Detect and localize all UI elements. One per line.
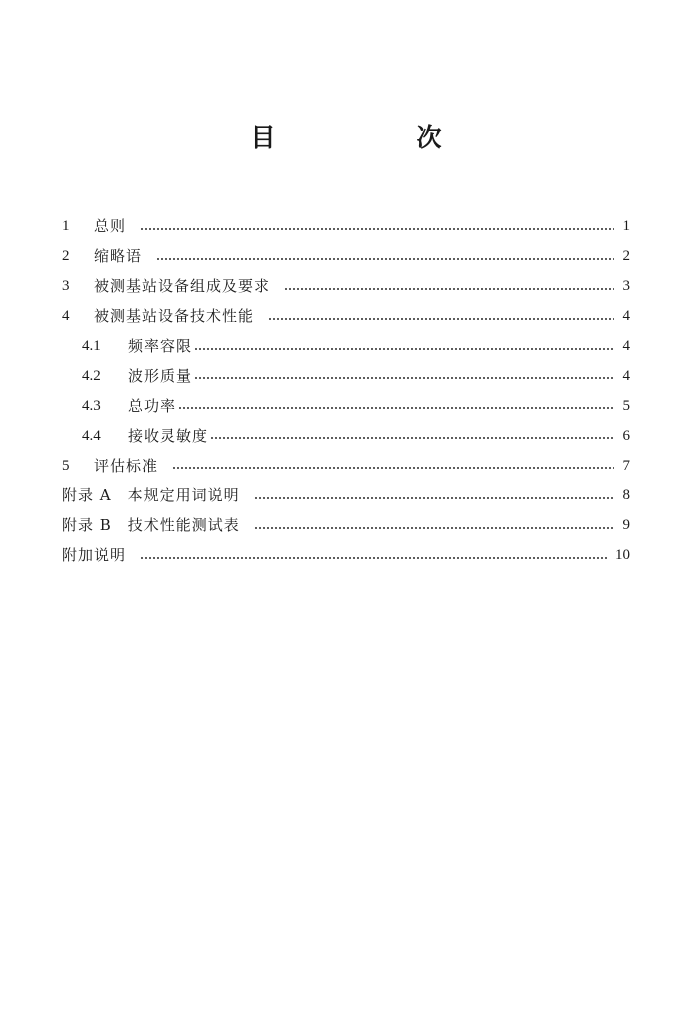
toc-entry-5[interactable] (62, 451, 630, 481)
dot-leader (178, 407, 614, 409)
toc-entry-number: 4.3 (82, 397, 101, 414)
toc-entry-label: 被测基站设备组成及要求 (94, 277, 271, 296)
toc-entry-label: 波形质量 (128, 366, 193, 385)
toc-entry-3[interactable] (62, 272, 630, 302)
toc-entry-number: 4.2 (82, 367, 101, 384)
toc-entry-4-3[interactable] (62, 391, 630, 421)
dot-leader (254, 527, 614, 529)
toc-entry-page: 2 (622, 248, 630, 265)
toc-entry-number: 4.4 (82, 427, 101, 444)
toc-entry-4[interactable] (62, 302, 630, 332)
toc-entry-page: 3 (622, 278, 630, 295)
toc-entry-1[interactable] (62, 212, 630, 242)
toc-entry-appendix-b[interactable] (62, 511, 630, 541)
toc-entry-4-1[interactable] (62, 332, 630, 362)
table-of-contents (62, 212, 630, 571)
toc-entry-page: 4 (622, 367, 630, 384)
dot-leader (140, 557, 609, 559)
toc-entry-label: 缩略语 (94, 247, 143, 266)
toc-entry-number: 1 (62, 218, 70, 235)
toc-entry-label: 评估标准 (94, 456, 159, 475)
toc-entry-page: 8 (622, 487, 630, 504)
toc-entry-label: 总功率 (128, 396, 177, 415)
toc-entry-additional-notes[interactable] (62, 541, 630, 571)
dot-leader (254, 497, 614, 499)
toc-entry-label: 附录 A 本规定用词说明 (62, 486, 240, 505)
dot-leader (194, 348, 614, 350)
toc-entry-page: 10 (615, 547, 630, 564)
toc-entry-label: 接收灵敏度 (128, 426, 209, 445)
toc-entry-number: 2 (62, 248, 70, 265)
dot-leader (194, 377, 614, 379)
dot-leader (156, 258, 614, 260)
toc-entry-page: 5 (622, 397, 630, 414)
toc-entry-label: 总则 (94, 217, 127, 236)
toc-entry-label: 被测基站设备技术性能 (94, 307, 255, 326)
toc-entry-page: 9 (622, 517, 630, 534)
toc-entry-number: 5 (62, 457, 70, 474)
dot-leader (140, 228, 614, 230)
dot-leader (172, 467, 614, 469)
toc-entry-label: 附加说明 (62, 546, 127, 565)
toc-entry-appendix-a[interactable] (62, 481, 630, 511)
toc-entry-page: 4 (622, 308, 630, 325)
toc-entry-2[interactable] (62, 242, 630, 272)
toc-entry-page: 1 (622, 218, 630, 235)
dot-leader (210, 437, 614, 439)
toc-entry-page: 4 (622, 338, 630, 354)
toc-entry-label: 频率容限 (128, 337, 193, 355)
toc-entry-4-4[interactable] (62, 421, 630, 451)
toc-entry-4-2[interactable] (62, 361, 630, 391)
toc-entry-number: 3 (62, 278, 70, 295)
dot-leader (284, 288, 614, 290)
page-title: 目 次 (250, 123, 500, 152)
toc-entry-page: 7 (622, 457, 630, 474)
toc-entry-page: 6 (622, 427, 630, 444)
dot-leader (268, 318, 614, 320)
toc-entry-label: 附录 B 技术性能测试表 (62, 516, 240, 535)
toc-entry-number: 4.1 (82, 338, 101, 354)
toc-entry-number: 4 (62, 308, 70, 325)
